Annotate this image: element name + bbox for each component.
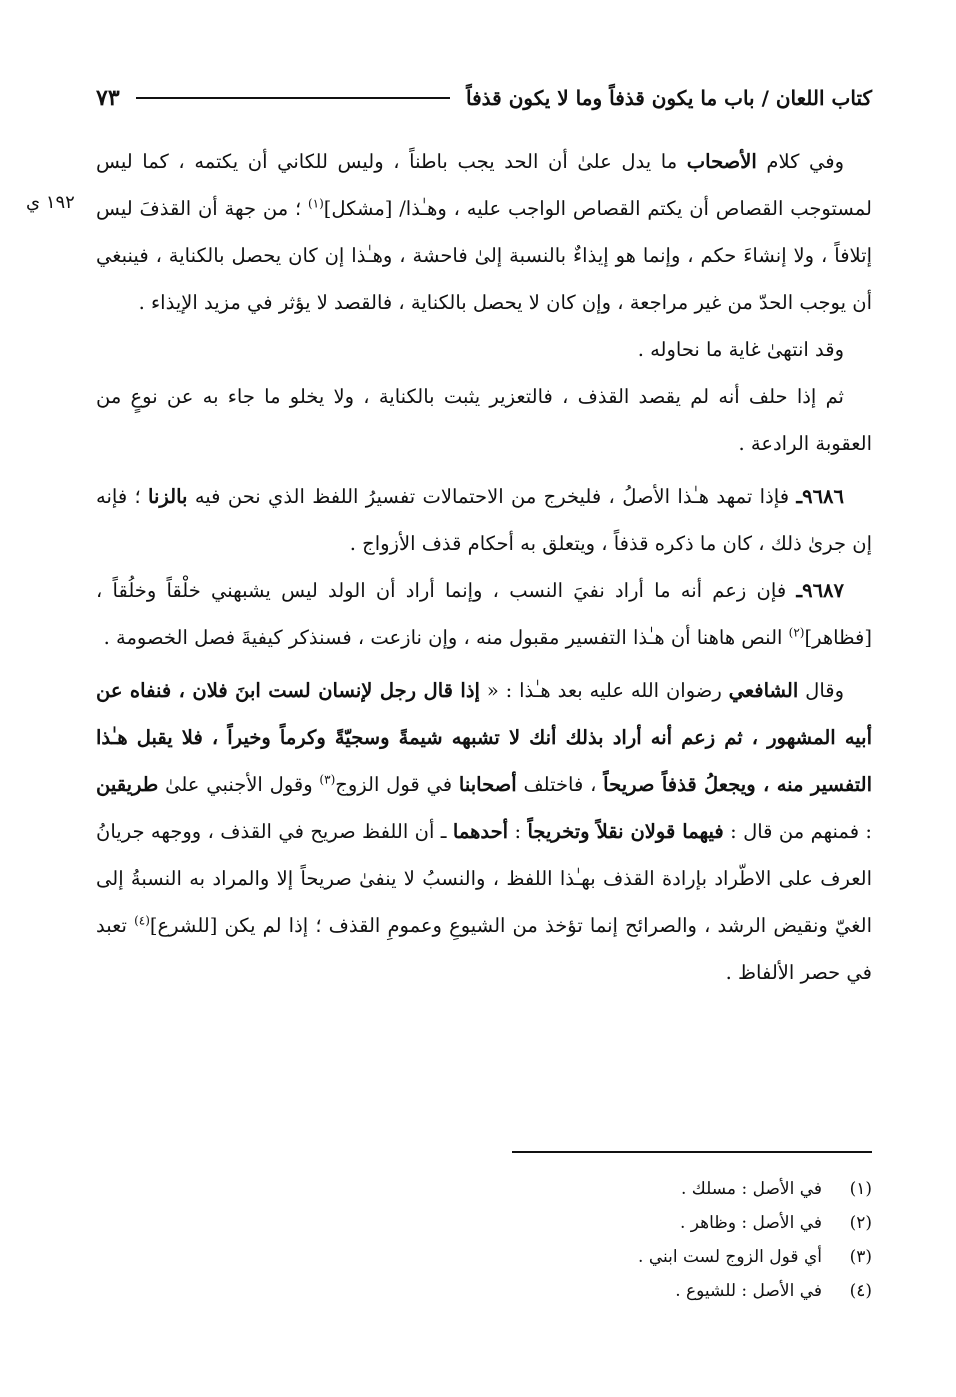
text-span: في قول الزوج	[335, 773, 459, 796]
text-span: فإذا تمهد هـٰذا الأصلُ ، فليخرج من الاحتمالات تفسيرُ اللفظ الذي نحن فيه	[187, 485, 797, 508]
bold-term: طريقين	[96, 773, 159, 796]
text-span: : فمنهم من قال :	[723, 820, 872, 843]
text-span: ما يدل علىٰ أن الحد يجب باطناً ، وليس للكاني أن يكتمه ، كما ليس لمستوجب القصاص أن يكتم القصاص الواجب عليه ، وهـٰذا/ [مشكل]	[96, 150, 872, 220]
footnote-separator	[512, 1151, 872, 1153]
bold-term: فيهما قولان نقلاً وتخريجاً	[527, 820, 724, 843]
text-span: النص هاهنا أن هـٰذا التفسير مقبول منه ، وإن نازعت ، فسنذكر كيفيةَ فصل الخصومة .	[103, 626, 789, 649]
footnote-ref: (١)	[307, 196, 324, 211]
running-header	[96, 78, 872, 118]
paragraph-9686	[96, 473, 872, 567]
header-rule	[136, 97, 450, 99]
text-span: ؛ فإنه إن جرىٰ ذلك ، كان ما ذكره قذفاً ، ويتعلق به أحكام قذف الأزواج .	[96, 485, 872, 555]
bold-term: الشافعي	[728, 679, 799, 702]
issue-number: ٩٦٨٧ـ	[796, 579, 844, 602]
bold-term: بالزنا	[148, 485, 188, 508]
footnote-text: أي قول الزوج لست ابني .	[638, 1247, 822, 1267]
main-text	[96, 138, 872, 996]
footnote-text: في الأصل : وظاهر .	[679, 1213, 822, 1233]
bold-term: الأصحاب	[686, 150, 757, 173]
page-number: ٧٣	[96, 85, 120, 111]
bold-quote: إذا قال رجل لإنسان لست ابنَ فلان ، فنفاه عن أبيه المشهور ، ثم زعم أنه أراد بذلك أنك لا تشبهه شيمةً وسجيّةً وكرماً وخيراً ، فلا يقبل هـٰذا التفسير منه ، ويجعلُ قذفاً صريحاً	[96, 679, 873, 796]
footnote-item	[96, 1172, 872, 1206]
paragraph-9687	[96, 567, 872, 661]
paragraph-3: ثم إذا حلف أنه لم يقصد القذف ، فالتعزير يثبت بالكناية ، ولا يخلو ما جاء به عن نوعٍ من العقوبة الرادعة .	[96, 385, 872, 455]
text-span: ؛ من جهة أن القذفَ ليس إتلافاً ، ولا إنشاءَ حكم ، وإنما هو إيذاءٌ بالنسبة إلىٰ فاحشة ، وهـٰذا إن كان يحصل بالكناية ، فينبغي أن يوجب الحدّ من غير مراجعة ، وإن كان لا يحصل بالكناية ، فالقصد لا يؤثر في مزيد الإيذاء .	[96, 197, 872, 314]
footnote-ref: (٢)	[788, 625, 805, 640]
footnote-number: (٤)	[849, 1281, 872, 1301]
text-span: رضوان الله عليه بعد هـٰذا : «	[479, 679, 729, 702]
issue-number: ٩٦٨٦ـ	[796, 485, 845, 508]
footnotes	[96, 1172, 872, 1308]
footnote-number: (٢)	[849, 1213, 872, 1233]
footnote-item	[96, 1206, 872, 1240]
margin-manuscript-reference: ١٩٢ ي	[26, 192, 75, 213]
text-span: :	[508, 820, 528, 843]
text-span: ـ أن اللفظ صريح في القذف ، ووجهه جريانُ العرف على الاطّراد بإرادة القذف بهـٰذا اللفظ ، والنسبُ لا ينفىٰ صريحاً إلا والمراد به النسبةُ إلى الغيّ ونقيض الرشد ، والصرائح إنما تؤخذ من الشيوعِ وعمومِ القذف ؛ إذا لم يكن [للشرع]	[96, 820, 872, 937]
footnote-number: (١)	[849, 1179, 872, 1199]
footnote-ref: (٤)	[134, 913, 150, 928]
text-span: وقال	[798, 679, 845, 702]
header-title: كتاب اللعان / باب ما يكون قذفاً وما لا يكون قذفاً	[466, 86, 872, 110]
footnote-text: في الأصل : مسلك .	[681, 1179, 822, 1199]
footnote-number: (٣)	[849, 1247, 872, 1267]
paragraph-2: وقد انتهىٰ غاية ما نحاوله .	[637, 338, 844, 361]
footnote-ref: (٣)	[319, 772, 336, 787]
bold-term: أحدهما	[452, 820, 509, 843]
paragraph-shafii	[96, 667, 872, 996]
text-span: ، فاختلف	[516, 773, 604, 796]
paragraph-1	[96, 138, 872, 326]
footnote-item	[96, 1240, 872, 1274]
bold-term: أصحابنا	[458, 773, 517, 796]
text-span: وقول الأجنبي علىٰ	[158, 773, 320, 796]
text-span: تعبد في حصر الألفاظ .	[96, 914, 872, 984]
text-span: فإن زعم أنه ما أراد نفيَ النسب ، وإنما أراد أن الولد ليس يشبهني خلْقاً وخلُقاً ، [فظاهر]	[96, 579, 872, 649]
text-span: وفي كلام	[756, 150, 844, 173]
footnote-item	[96, 1274, 872, 1308]
footnote-text: في الأصل : للشيوع .	[675, 1281, 822, 1301]
